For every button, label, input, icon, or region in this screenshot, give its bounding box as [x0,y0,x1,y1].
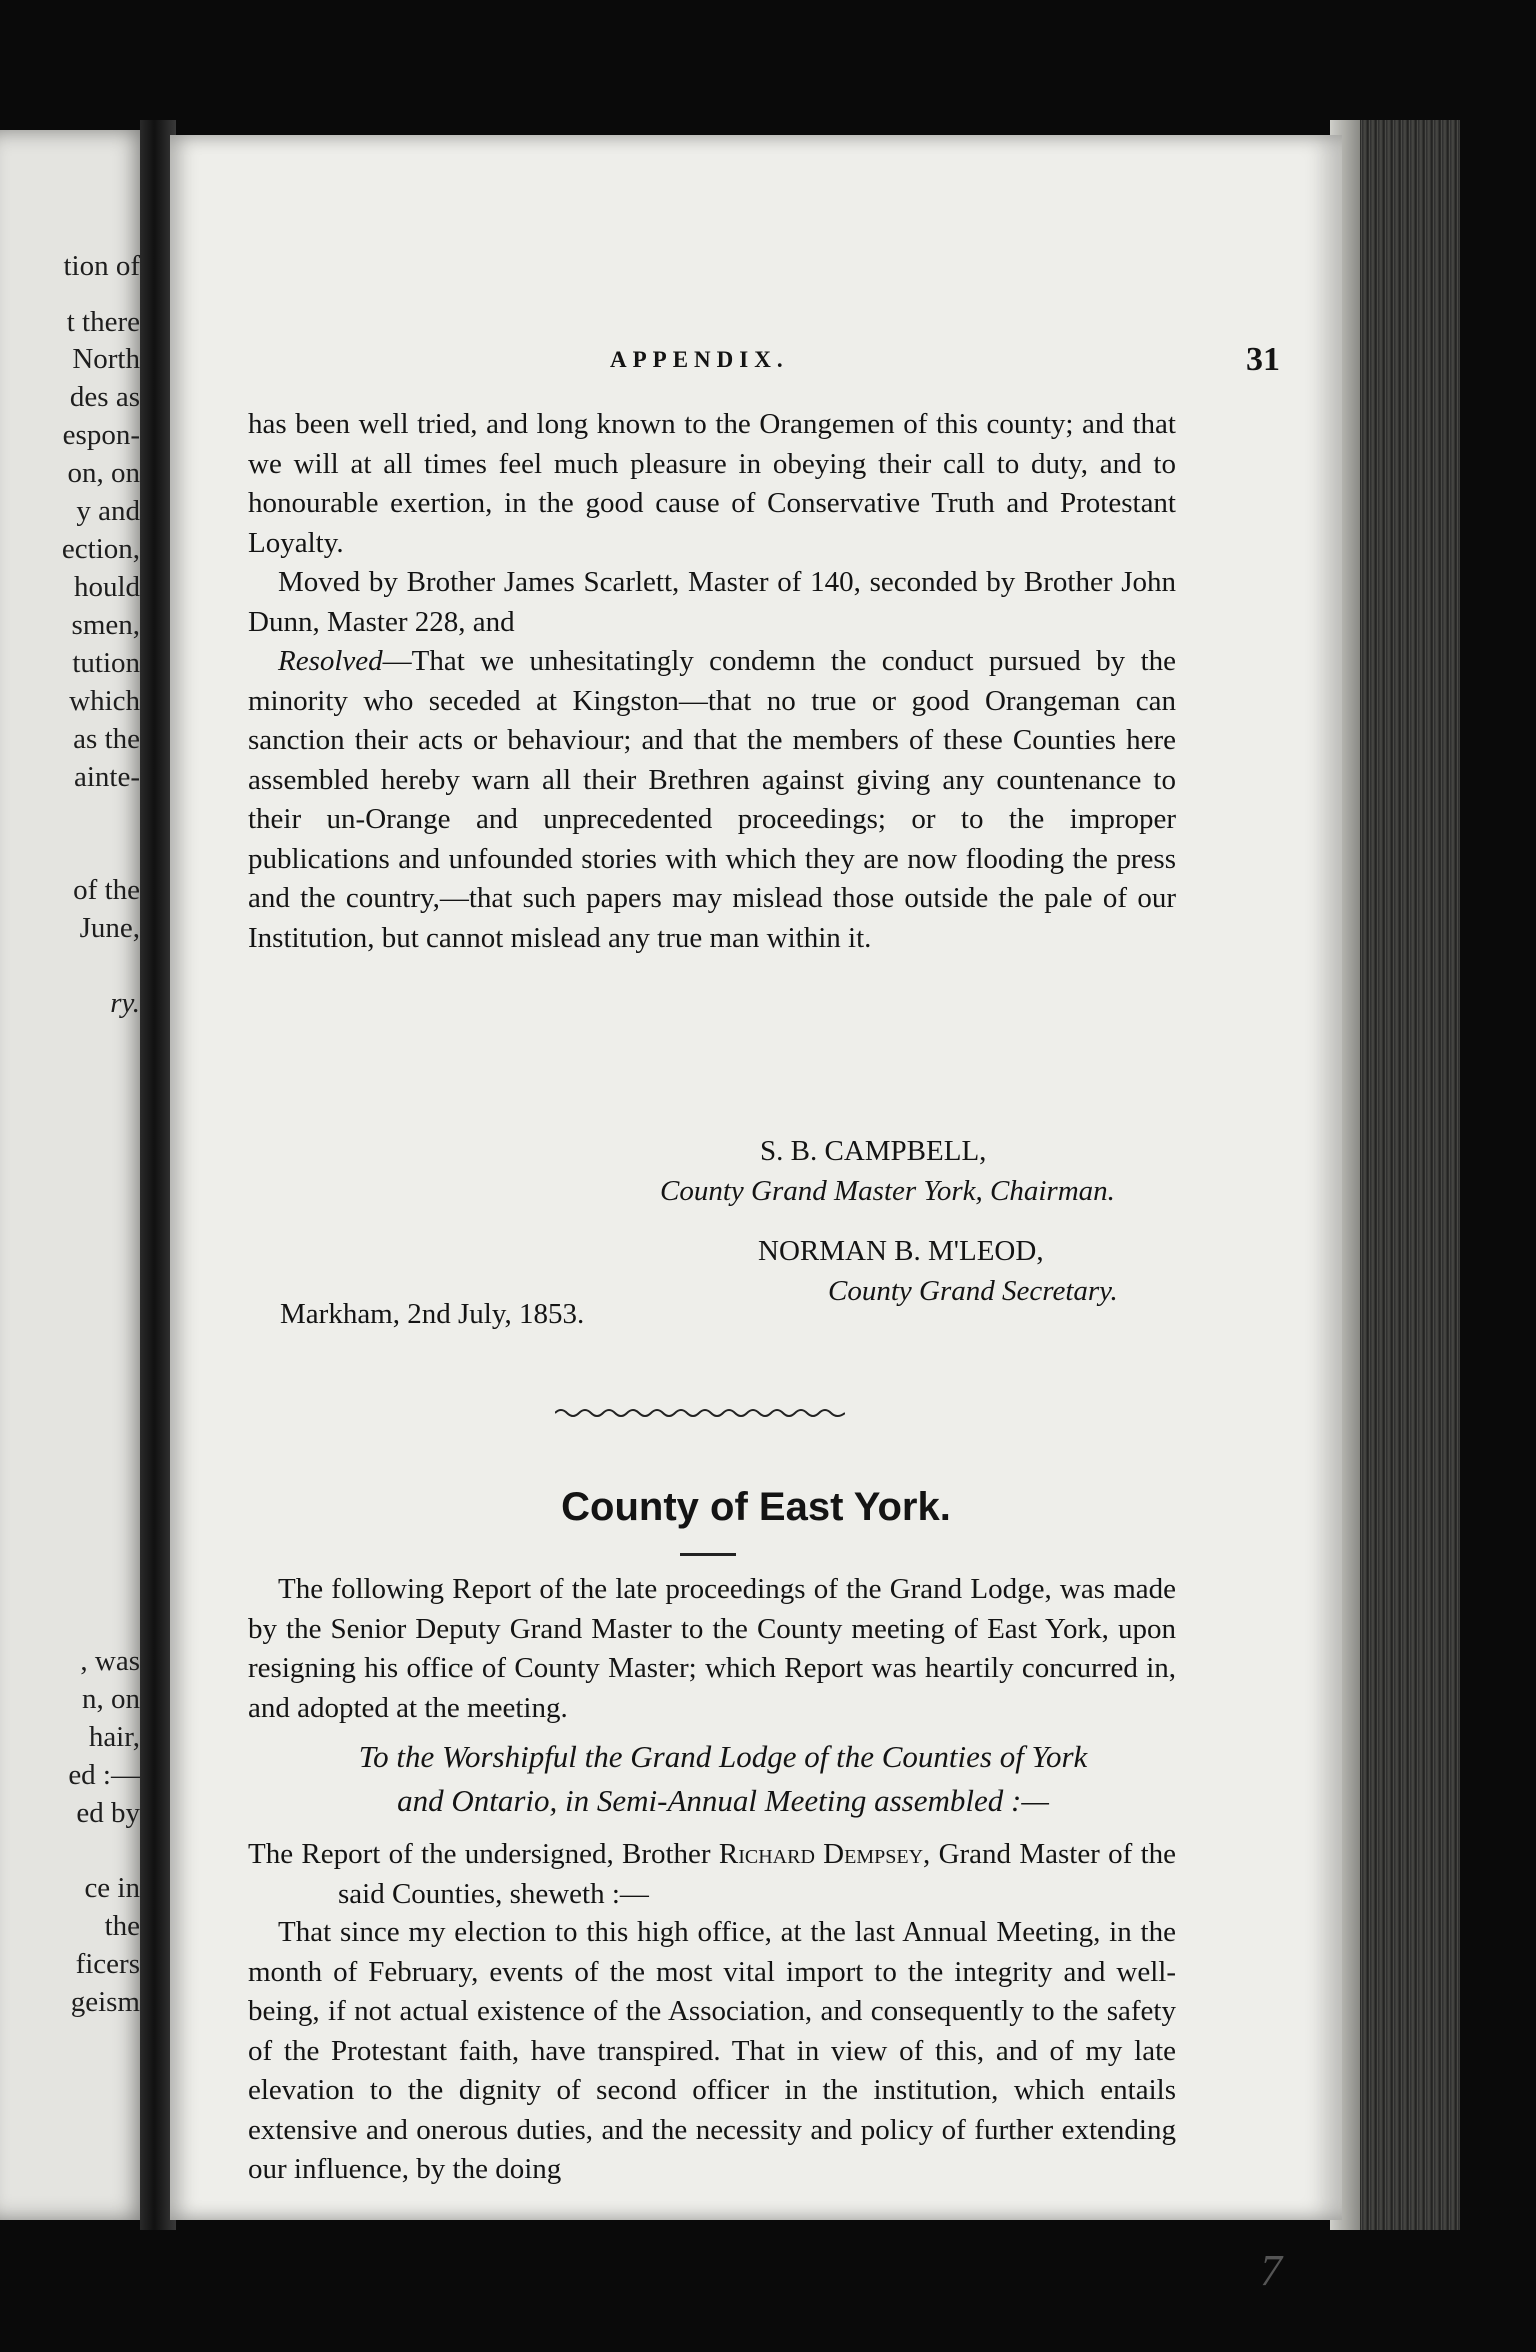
handwritten-mark: 7 [1260,2246,1282,2295]
resolved-text: —That we unhesitatingly condemn the conduct pursued by the minority who seceded at Kingston—that no true or good Orangeman can sanction their acts or behaviour; and that the members of these Counties here assembled hereby warn all their Brethren against giving any countenance to their un-Orange and unprecedented proceedings; or to the improper publications and unfounded stories with which they are now flooding the press and the country,—that such papers may mislead those outside the pale of our Institution, but cannot mislead any true man within it. [248,645,1176,954]
chairman-title: County Grand Master York, Chairman. [660,1175,1115,1207]
left-text-fragment: which [69,685,140,717]
left-text-fragment: ficers [75,1948,140,1980]
heading-rule [680,1553,736,1556]
previous-page-fragment [0,130,150,2220]
report-intro-b: , Grand Master of the said Counties, sheweth :— [338,1838,1176,1910]
resolved-label: Resolved [278,645,383,677]
continuation-paragraph: has been well tried, and long known to the Orangemen of this county; and that we will at all times feel much pleasure in obeying their call to duty, and to honourable exertion, in the good cause of Conservative Truth and Protestant Loyalty. [248,408,1176,559]
report-author-name: Richard Dempsey [718,1838,924,1870]
left-text-fragment: t there [66,306,140,338]
address-line-1: To the Worshipful the Grand Lodge of the Counties of York [358,1739,1088,1774]
motion-paragraph: Moved by Brother James Scarlett, Master of 140, seconded by Brother John Dunn, Master 228, and [248,566,1176,638]
left-text-fragment: smen, [71,609,140,641]
left-text-fragment: hair, [88,1721,140,1753]
address-line-2: and Ontario, in Semi-Annual Meeting assembled :— [397,1783,1049,1818]
left-text-fragment: North [72,343,140,375]
left-text-fragment: , was [80,1645,140,1677]
page-number: 31 [1246,341,1280,378]
secretary-name: NORMAN B. M'LEOD, [758,1235,1044,1267]
left-text-fragment: hould [73,571,140,603]
left-text-fragment: ection, [61,533,140,565]
place-date: Markham, 2nd July, 1853. [280,1298,585,1330]
left-text-fragment: des as [69,381,140,413]
left-text-fragment: as the [73,723,140,755]
running-title: APPENDIX. [610,347,789,372]
left-text-fragment: the [104,1910,140,1942]
left-text-fragment: ce in [84,1872,140,1904]
left-text-fragment: ry. [110,987,140,1019]
left-text-fragment: y and [76,495,140,527]
left-text-fragment: tion of [63,250,140,282]
book-page [170,135,1342,2295]
left-text-fragment: on, on [67,457,140,489]
left-text-fragment: June, [79,912,140,944]
report-intro [248,1835,1176,1914]
left-text-fragment: of the [73,874,140,906]
running-header [170,341,1342,387]
chairman-name: S. B. CAMPBELL, [760,1135,987,1167]
left-text-fragment: ainte- [73,761,140,793]
left-text-fragment: tution [72,647,140,679]
left-text-fragment: geism [70,1986,140,2018]
section-heading: County of East York. [561,1485,951,1529]
report-intro-a: The Report of the undersigned, Brother [248,1838,711,1870]
secretary-title: County Grand Secretary. [828,1275,1118,1307]
intro-paragraph: The following Report of the late proceedings of the Grand Lodge, was made by the Senior Deputy Grand Master to the County meeting of East York, upon resigning his office of County Master; which Report was heartily concurred in, and adopted at the meeting. [248,1573,1176,1724]
book-page-edges [1330,120,1460,2230]
left-text-fragment: espon- [62,419,140,451]
left-text-fragment: ed by [76,1797,140,1829]
wavy-ornament-rule [555,1405,845,1421]
left-text-fragment: ed :— [68,1759,140,1791]
report-body: That since my election to this high office, at the last Annual Meeting, in the month of February, events of the most vital import to the integrity and well-being, if not actual existence of the Association, and consequently to the safety of the Protestant faith, have transpired. That in view of this, and of my late elevation to the dignity of second officer in the institution, which entails extensive and onerous duties, and the necessity and policy of further extending our influence, by the doing [248,1916,1176,2185]
resolution-paragraph [248,642,1176,958]
left-text-fragment: n, on [82,1683,140,1715]
